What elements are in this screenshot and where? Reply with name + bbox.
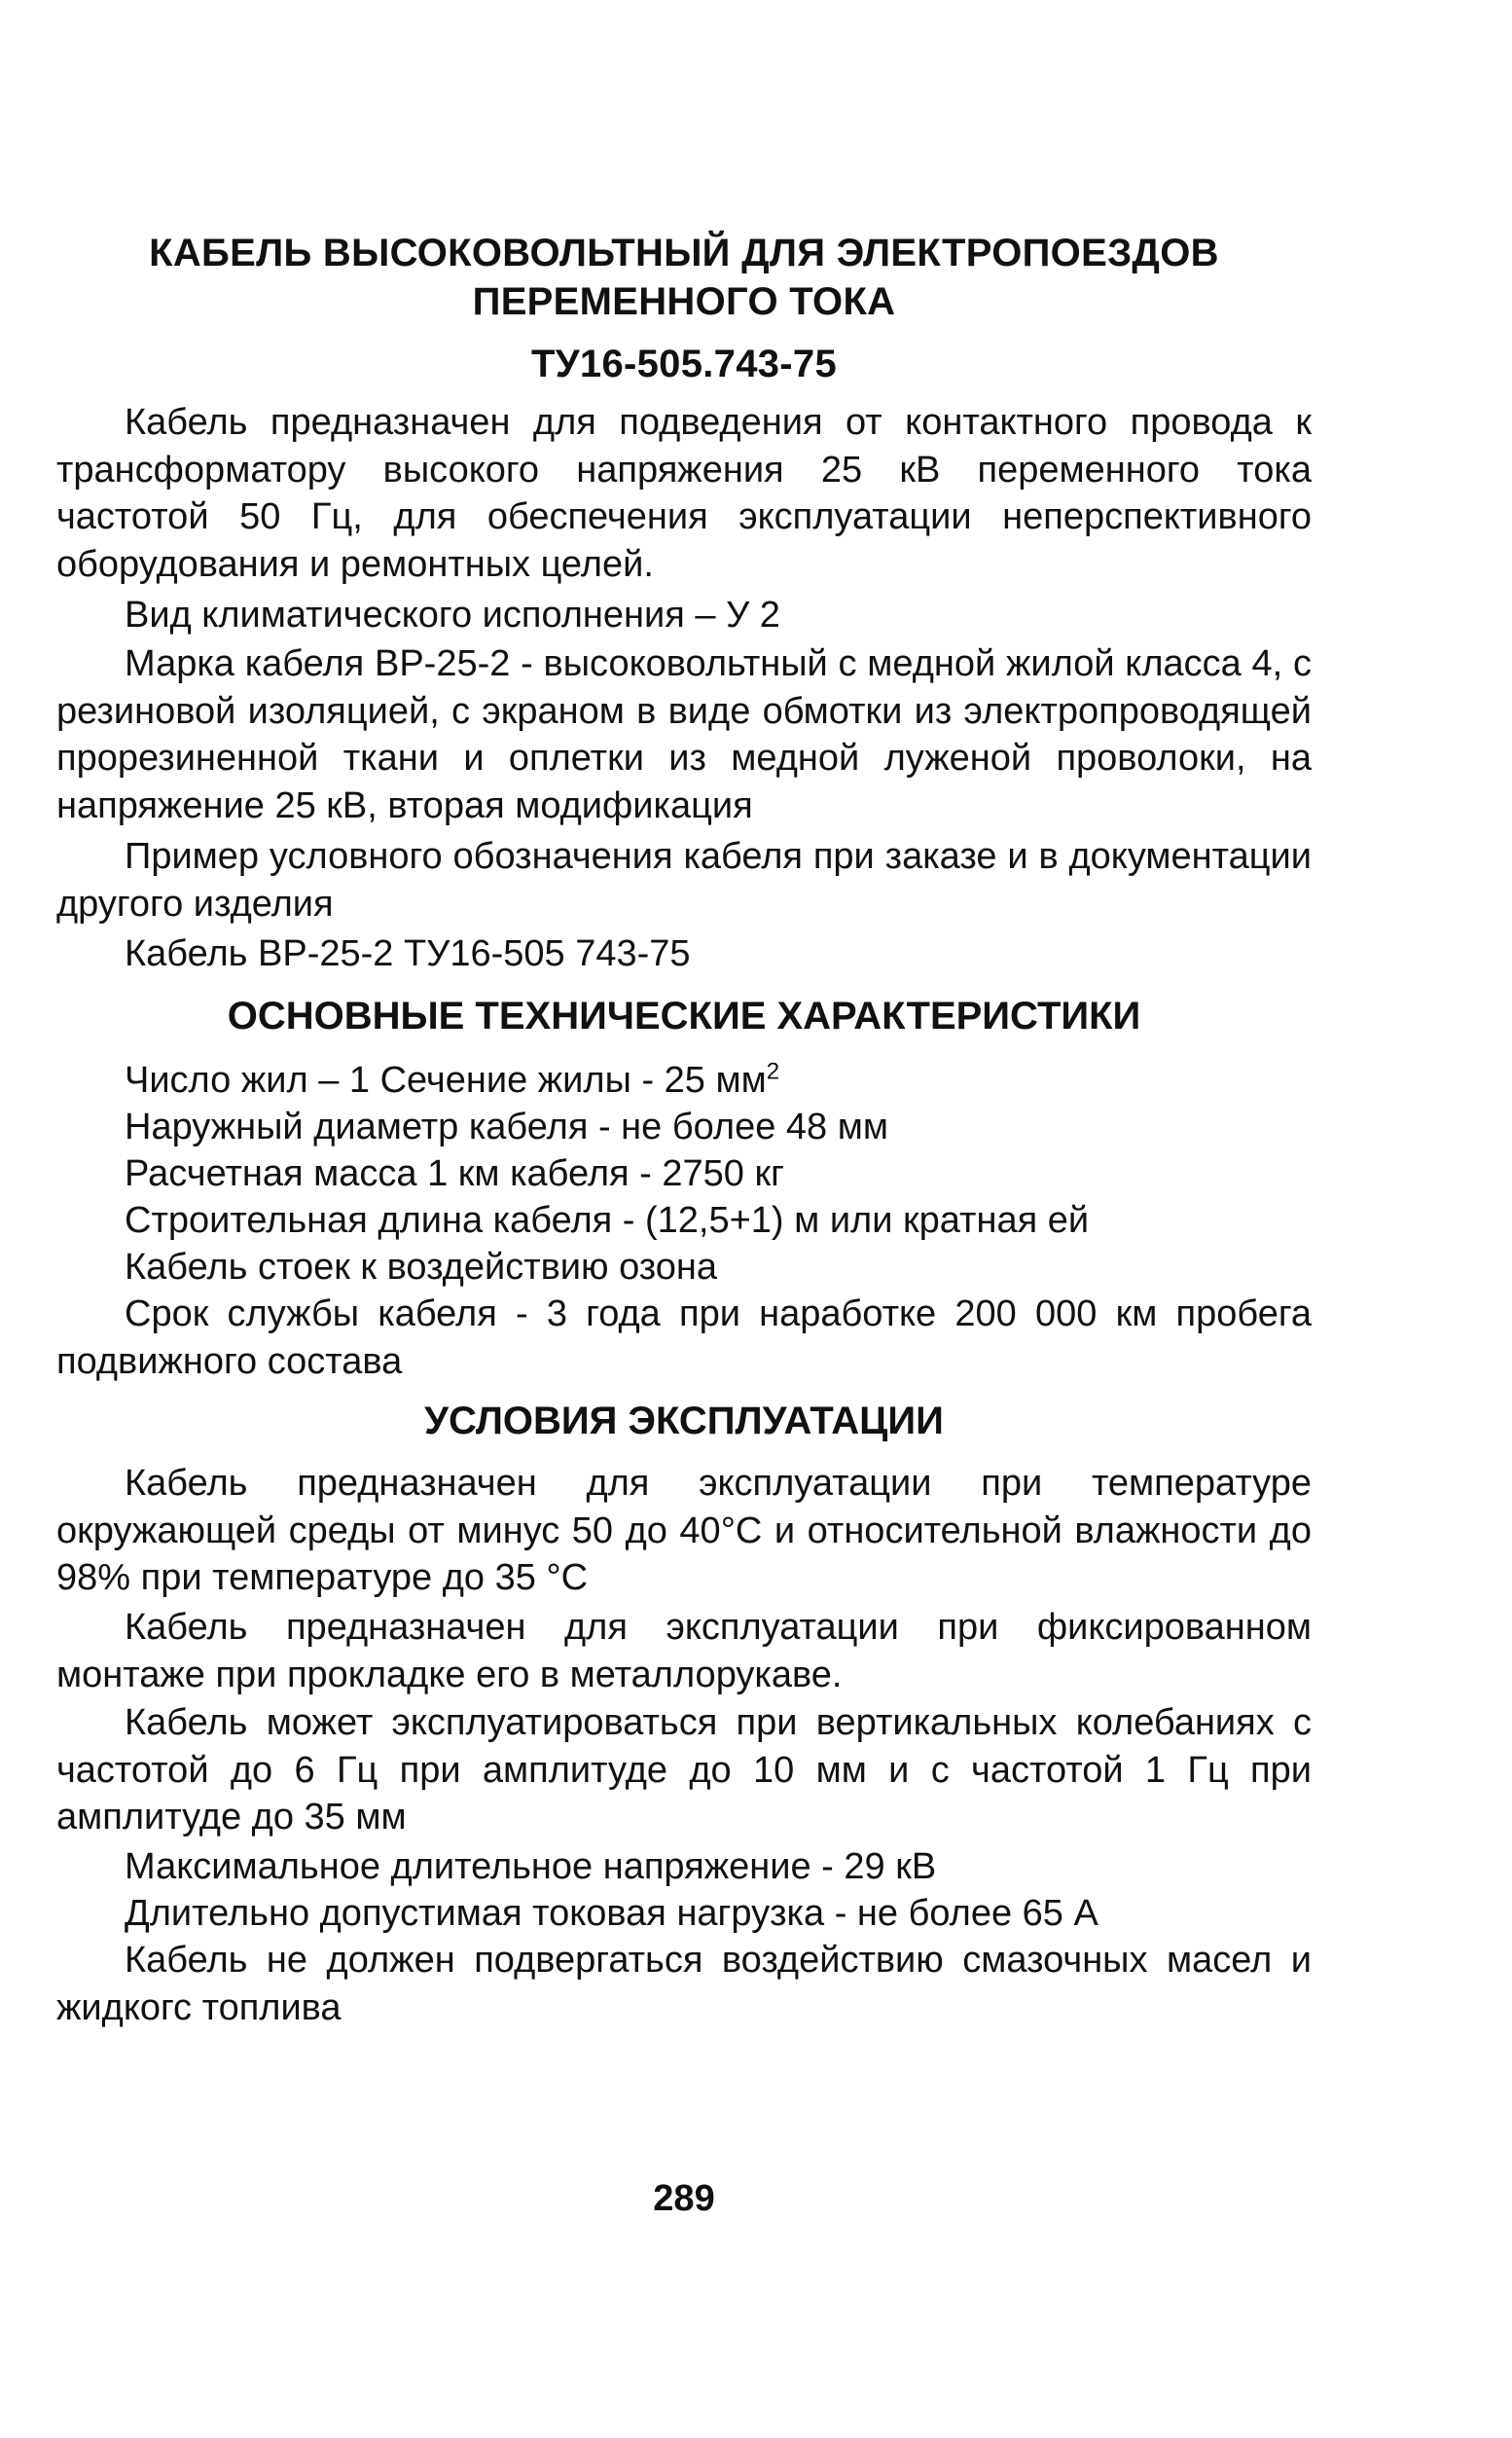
spec-diameter-line: Наружный диаметр кабеля - не более 48 мм [125, 1107, 888, 1147]
spec-ozone-line: Кабель стоек к воздействию озона [125, 1247, 718, 1288]
operation-heading: УСЛОВИЯ ЭКСПЛУАТАЦИИ [424, 1400, 944, 1442]
operation-current-line: Длительно допустимая токовая нагрузка - не более 65 А [125, 1893, 1098, 1934]
spec-length-line: Строительная длина кабеля - (12,5+1) м или кратная ей [125, 1200, 1090, 1241]
spec-cores-line [125, 1057, 779, 1104]
spec-mass-line: Расчетная масса 1 км кабеля - 2750 кг [125, 1153, 784, 1194]
specs-heading: ОСНОВНЫЕ ТЕХНИЧЕСКИЕ ХАРАКТЕРИСТИКИ [227, 995, 1141, 1037]
designation-example-intro: Пример условного обозначения кабеля при заказе и в документации другого изделия [56, 836, 1312, 925]
designation-example: Кабель ВР-25-2 ТУ16-505 743-75 [125, 933, 691, 974]
spec-service-life-paragraph: Срок службы кабеля - 3 года при наработке 200 000 км пробега подвижного состава [56, 1293, 1312, 1382]
spec-cores-text: Число жил – 1 Сечение жилы - 25 мм [125, 1060, 767, 1101]
spec-code: ТУ16-505.743-75 [530, 343, 838, 385]
operation-vibration-paragraph: Кабель может эксплуатироваться при вертикальных колебаниях с частотой до 6 Гц при амплитуде до 10 мм и с частотой 1 Гц при амплитуде до 35 мм [56, 1702, 1312, 1838]
operation-mounting-paragraph: Кабель предназначен для эксплуатации при фиксированном монтаже при прокладке его в металлорукаве. [56, 1607, 1312, 1695]
operation-temperature-paragraph: Кабель предназначен для эксплуатации при температуре окружающей среды от минус 50 до 40°С и относительной влажности до 98% при температуре до 35 °С [56, 1463, 1312, 1598]
spec-cores-superscript: 2 [766, 1058, 780, 1085]
document-title-line-1: КАБЕЛЬ ВЫСОКОВОЛЬТНЫЙ ДЛЯ ЭЛЕКТРОПОЕЗДОВ [149, 232, 1219, 274]
intro-purpose-paragraph: Кабель предназначен для подведения от контактного провода к трансформатору высокого напряжения 25 кВ переменного тока частотой 50 Гц, для обеспечения эксплуатации неперспективного оборудования и ремонтных целей. [56, 402, 1312, 585]
operation-max-voltage-line: Максимальное длительное напряжение - 29 кВ [125, 1846, 937, 1887]
operation-oil-paragraph: Кабель не должен подвергаться воздействию смазочных масел и жидкогс топлива [56, 1940, 1312, 2028]
page-number: 289 [653, 2178, 715, 2219]
document-title-line-2: ПЕРЕМЕННОГО ТОКА [472, 280, 896, 323]
climate-version-line: Вид климатического исполнения – У 2 [125, 595, 780, 636]
cable-brand-paragraph: Марка кабеля ВР-25-2 - высоковольтный с медной жилой класса 4, с резиновой изоляцией, с экраном в виде обмотки из электропроводящей прорезиненной ткани и оплетки из медной луженой проволоки, на напряжение 25 кВ, вторая модификация [56, 643, 1312, 826]
